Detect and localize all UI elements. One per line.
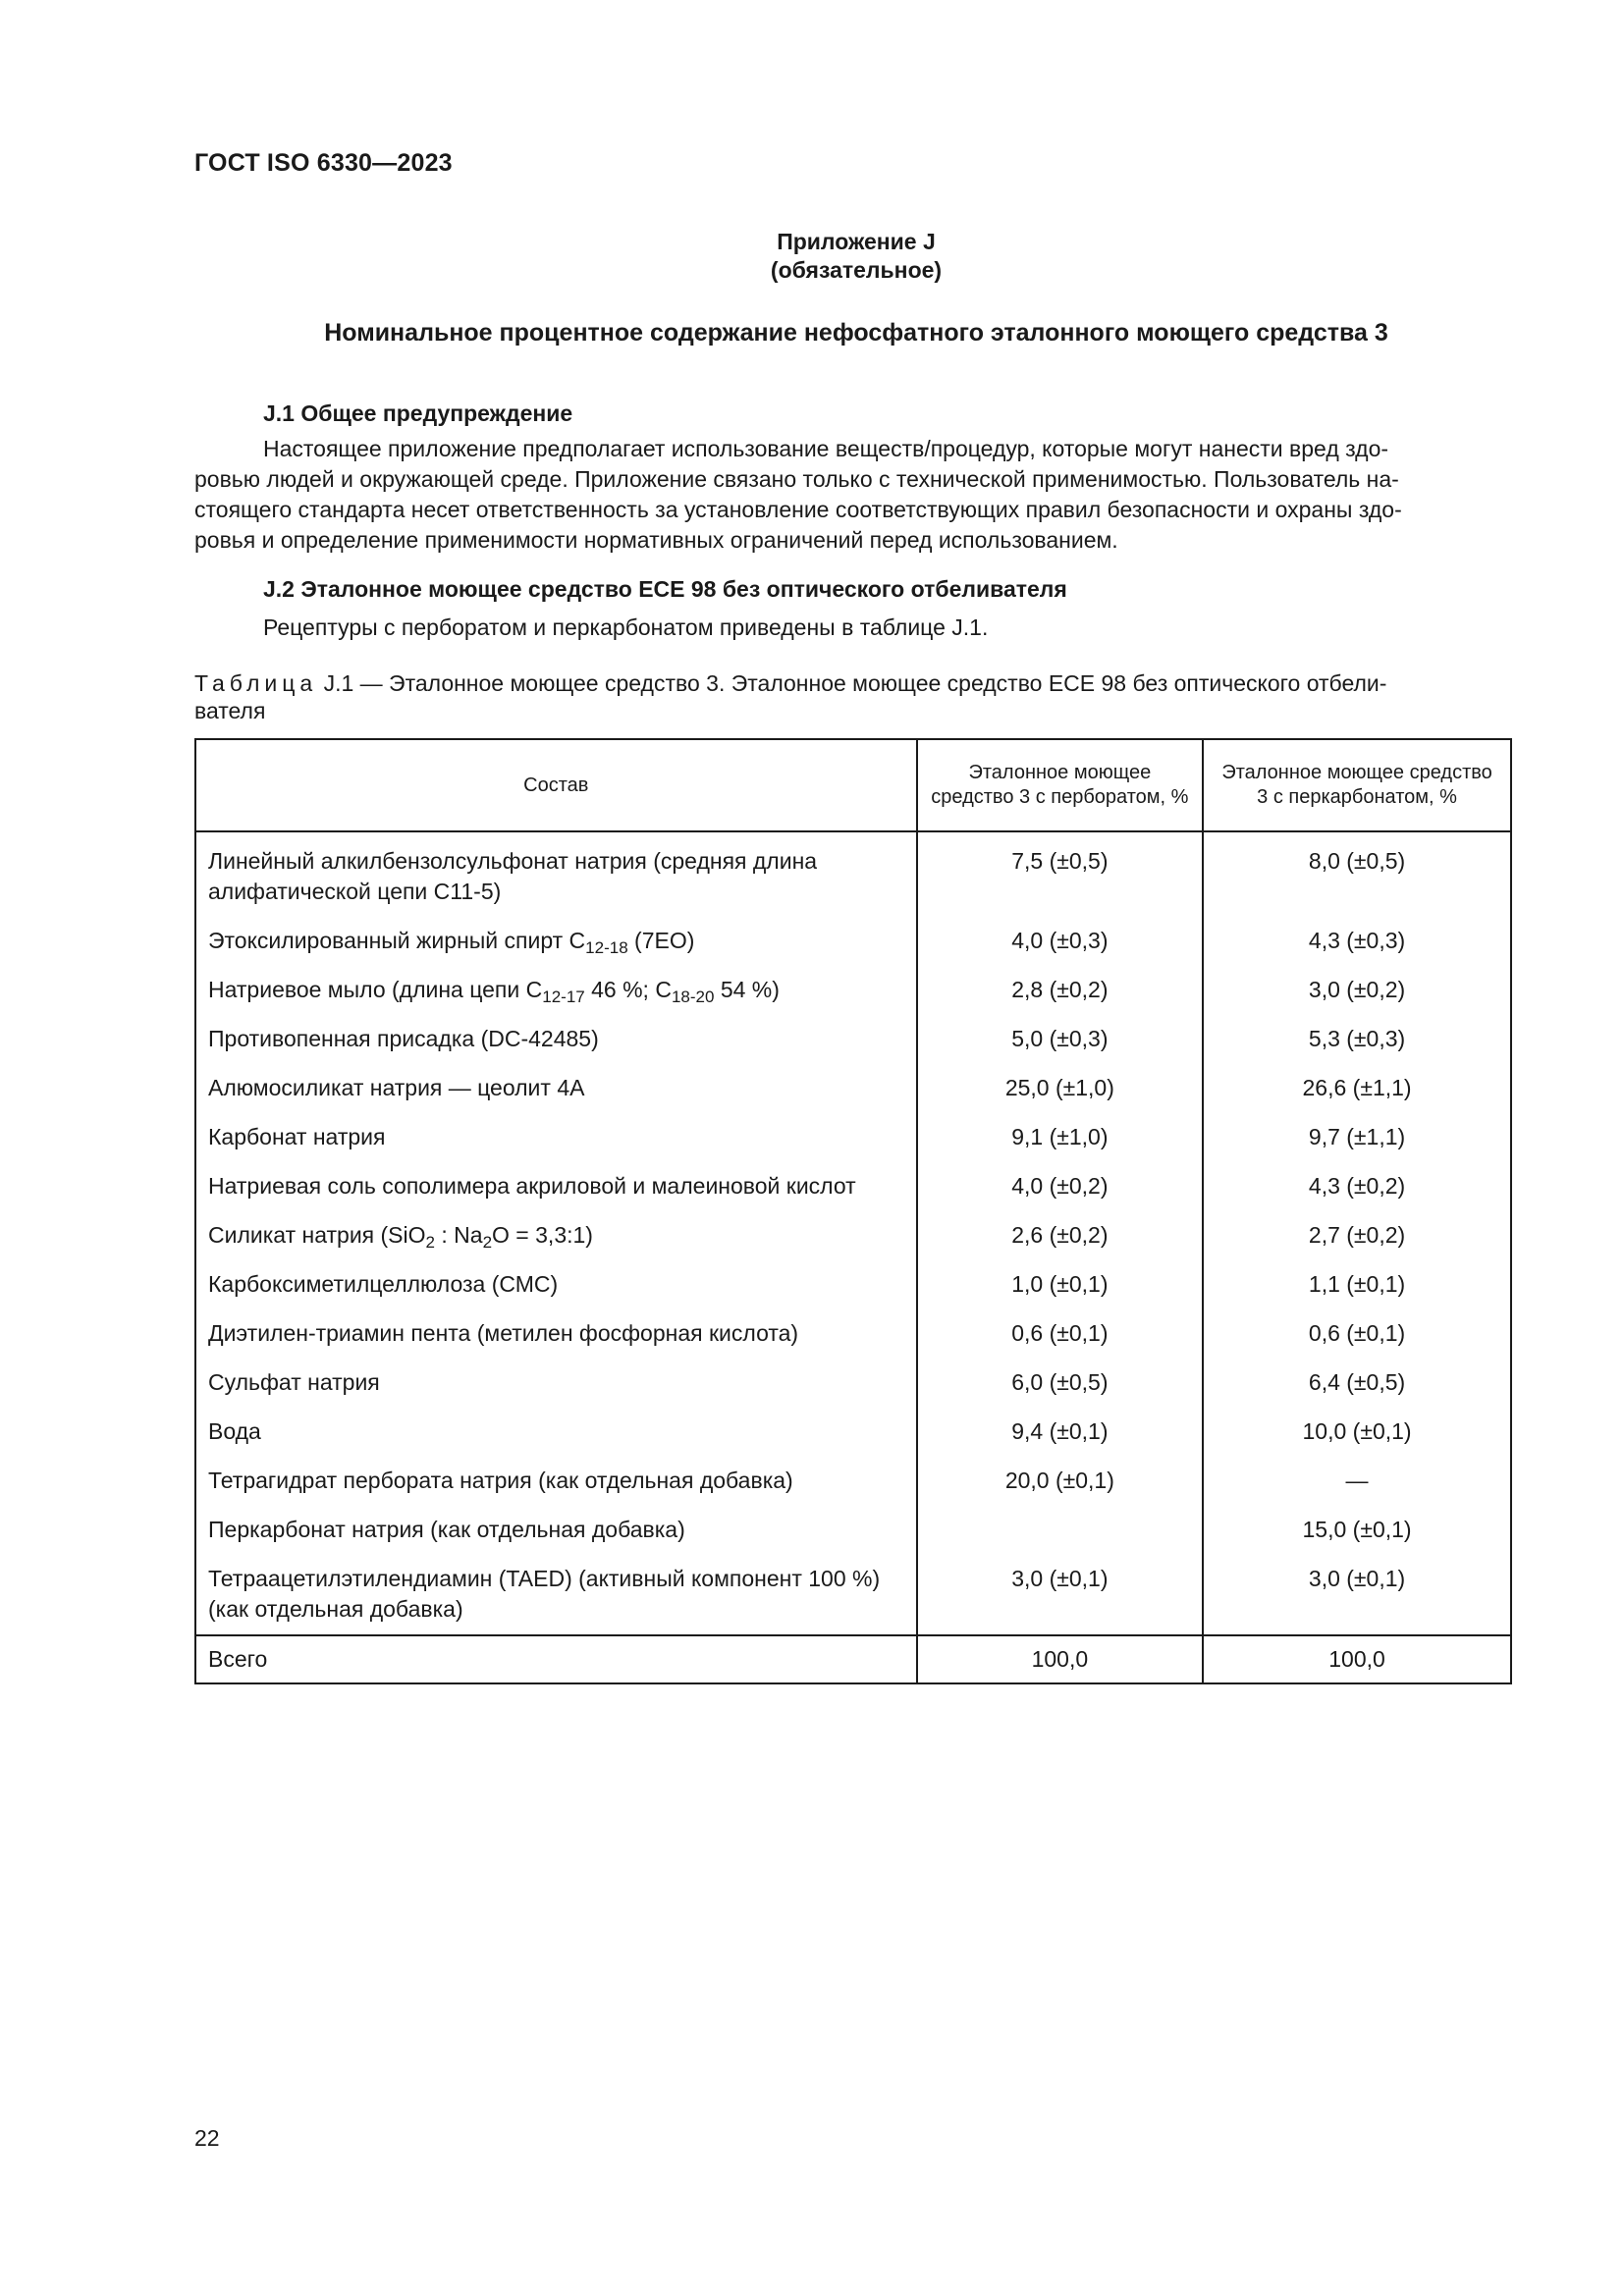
percarbonate-value: 1,1 (±0,1) bbox=[1203, 1260, 1511, 1309]
component-name: Тетрагидрат пербората натрия (как отдельная добавка) bbox=[195, 1457, 917, 1506]
component-name: Сульфат натрия bbox=[195, 1359, 917, 1408]
component-name: Этоксилированный жирный спирт $C_{12-18}$ (7ЕО) bbox=[195, 917, 917, 966]
perborate-value: 2,8 (±0,2) bbox=[917, 966, 1204, 1015]
table-row bbox=[195, 831, 1511, 917]
table-row bbox=[195, 1113, 1511, 1162]
perborate-value: 7,5 (±0,5) bbox=[917, 831, 1204, 917]
percarbonate-value: 4,3 (±0,2) bbox=[1203, 1162, 1511, 1211]
total-label: Всего bbox=[195, 1635, 917, 1683]
annex-heading: Номинальное процентное содержание нефосфатного эталонного моющего средства 3 bbox=[324, 319, 1388, 347]
paragraph-line: ровью людей и окружающей среде. Приложение связано только с технической применимостью. Пользователь на- bbox=[194, 466, 1399, 492]
perborate-value: 3,0 (±0,1) bbox=[917, 1555, 1204, 1635]
percarbonate-value: 5,3 (±0,3) bbox=[1203, 1015, 1511, 1064]
table-row bbox=[195, 1211, 1511, 1260]
page-number: 22 bbox=[194, 2125, 220, 2151]
header-composition: Состав bbox=[195, 739, 917, 831]
section-j1-heading: J.1 Общее предупреждение bbox=[263, 400, 573, 426]
header-percarbonate: Эталонное моющее средство 3 с перкарбонатом, % bbox=[1203, 739, 1511, 831]
table-row bbox=[195, 917, 1511, 966]
table-caption-text: J.1 — Эталонное моющее средство 3. Эталонное моющее средство ECE 98 без оптического отбели- bbox=[317, 670, 1387, 696]
perborate-value: 4,0 (±0,2) bbox=[917, 1162, 1204, 1211]
perborate-value bbox=[917, 1506, 1204, 1555]
component-name: Вода bbox=[195, 1408, 917, 1457]
percarbonate-value: 3,0 (±0,1) bbox=[1203, 1555, 1511, 1635]
table-row bbox=[195, 1064, 1511, 1113]
perborate-value: 6,0 (±0,5) bbox=[917, 1359, 1204, 1408]
perborate-value: 4,0 (±0,3) bbox=[917, 917, 1204, 966]
perborate-value: 0,6 (±0,1) bbox=[917, 1309, 1204, 1359]
component-name: Диэтилен-триамин пента (метилен фосфорная кислота) bbox=[195, 1309, 917, 1359]
perborate-value: 5,0 (±0,3) bbox=[917, 1015, 1204, 1064]
component-name: Натриевая соль сополимера акриловой и малеиновой кислот bbox=[195, 1162, 917, 1211]
percarbonate-value: 26,6 (±1,1) bbox=[1203, 1064, 1511, 1113]
table-row bbox=[195, 1555, 1511, 1635]
section-j2-text: Рецептуры с перборатом и перкарбонатом приведены в таблице J.1. bbox=[263, 614, 989, 640]
percarbonate-value: 4,3 (±0,3) bbox=[1203, 917, 1511, 966]
total-perborate: 100,0 bbox=[917, 1635, 1204, 1683]
perborate-value: 2,6 (±0,2) bbox=[917, 1211, 1204, 1260]
perborate-value: 1,0 (±0,1) bbox=[917, 1260, 1204, 1309]
section-j1-paragraph bbox=[194, 434, 1512, 556]
table-caption-continuation: вателя bbox=[194, 698, 266, 723]
table-total-row bbox=[195, 1635, 1511, 1683]
standard-code: ГОСТ ISO 6330—2023 bbox=[194, 149, 453, 177]
percarbonate-value: 6,4 (±0,5) bbox=[1203, 1359, 1511, 1408]
paragraph-line: Настоящее приложение предполагает использование веществ/процедур, которые могут нанести вред здо- bbox=[263, 436, 1389, 461]
component-name: Перкарбонат натрия (как отдельная добавка) bbox=[195, 1506, 917, 1555]
percarbonate-value: 0,6 (±0,1) bbox=[1203, 1309, 1511, 1359]
component-name: Натриевое мыло (длина цепи $C_{12-17}$ 46 %; $C_{18-20}$ 54 %) bbox=[195, 966, 917, 1015]
paragraph-line: ровья и определение применимости нормативных ограничений перед использованием. bbox=[194, 527, 1118, 553]
component-name: Противопенная присадка (DC-42485) bbox=[195, 1015, 917, 1064]
table-row bbox=[195, 1162, 1511, 1211]
percarbonate-value: 3,0 (±0,2) bbox=[1203, 966, 1511, 1015]
perborate-value: 20,0 (±0,1) bbox=[917, 1457, 1204, 1506]
component-name: Силикат натрия (SiO$_2$ : $Na_2O$ = 3,3:1) bbox=[195, 1211, 917, 1260]
perborate-value: 9,4 (±0,1) bbox=[917, 1408, 1204, 1457]
component-name: Алюмосиликат натрия — цеолит 4А bbox=[195, 1064, 917, 1113]
table-caption-label: Таблица bbox=[194, 670, 318, 696]
table-row bbox=[195, 1408, 1511, 1457]
table-row bbox=[195, 1506, 1511, 1555]
table-row bbox=[195, 1309, 1511, 1359]
total-percarbonate: 100,0 bbox=[1203, 1635, 1511, 1683]
percarbonate-value: 10,0 (±0,1) bbox=[1203, 1408, 1511, 1457]
table-row bbox=[195, 966, 1511, 1015]
component-name: Линейный алкилбензолсульфонат натрия (средняя длина алифатической цепи С11-5) bbox=[195, 831, 917, 917]
table-row bbox=[195, 1359, 1511, 1408]
section-j2-heading: J.2 Эталонное моющее средство ECE 98 без оптического отбеливателя bbox=[263, 576, 1067, 602]
table-header-row bbox=[195, 739, 1511, 831]
percarbonate-value: 9,7 (±1,1) bbox=[1203, 1113, 1511, 1162]
table-row bbox=[195, 1260, 1511, 1309]
perborate-value: 25,0 (±1,0) bbox=[917, 1064, 1204, 1113]
percarbonate-value: — bbox=[1203, 1457, 1511, 1506]
header-perborate: Эталонное моющее средство 3 с перборатом, % bbox=[917, 739, 1204, 831]
component-name: Тетраацетилэтилендиамин (TAED) (активный компонент 100 %) (как отдельная добавка) bbox=[195, 1555, 917, 1635]
annex-status: (обязательное) bbox=[770, 257, 943, 283]
component-name: Карбоксиметилцеллюлоза (СМС) bbox=[195, 1260, 917, 1309]
paragraph-line: стоящего стандарта несет ответственность за установление соответствующих правил безопасности и охраны здо- bbox=[194, 497, 1402, 522]
percarbonate-value: 8,0 (±0,5) bbox=[1203, 831, 1511, 917]
perborate-value: 9,1 (±1,0) bbox=[917, 1113, 1204, 1162]
table-caption bbox=[194, 669, 1512, 724]
component-name: Карбонат натрия bbox=[195, 1113, 917, 1162]
table-row bbox=[195, 1457, 1511, 1506]
percarbonate-value: 2,7 (±0,2) bbox=[1203, 1211, 1511, 1260]
table-row bbox=[195, 1015, 1511, 1064]
annex-title: Приложение J bbox=[777, 229, 936, 254]
composition-table bbox=[194, 738, 1512, 1684]
percarbonate-value: 15,0 (±0,1) bbox=[1203, 1506, 1511, 1555]
